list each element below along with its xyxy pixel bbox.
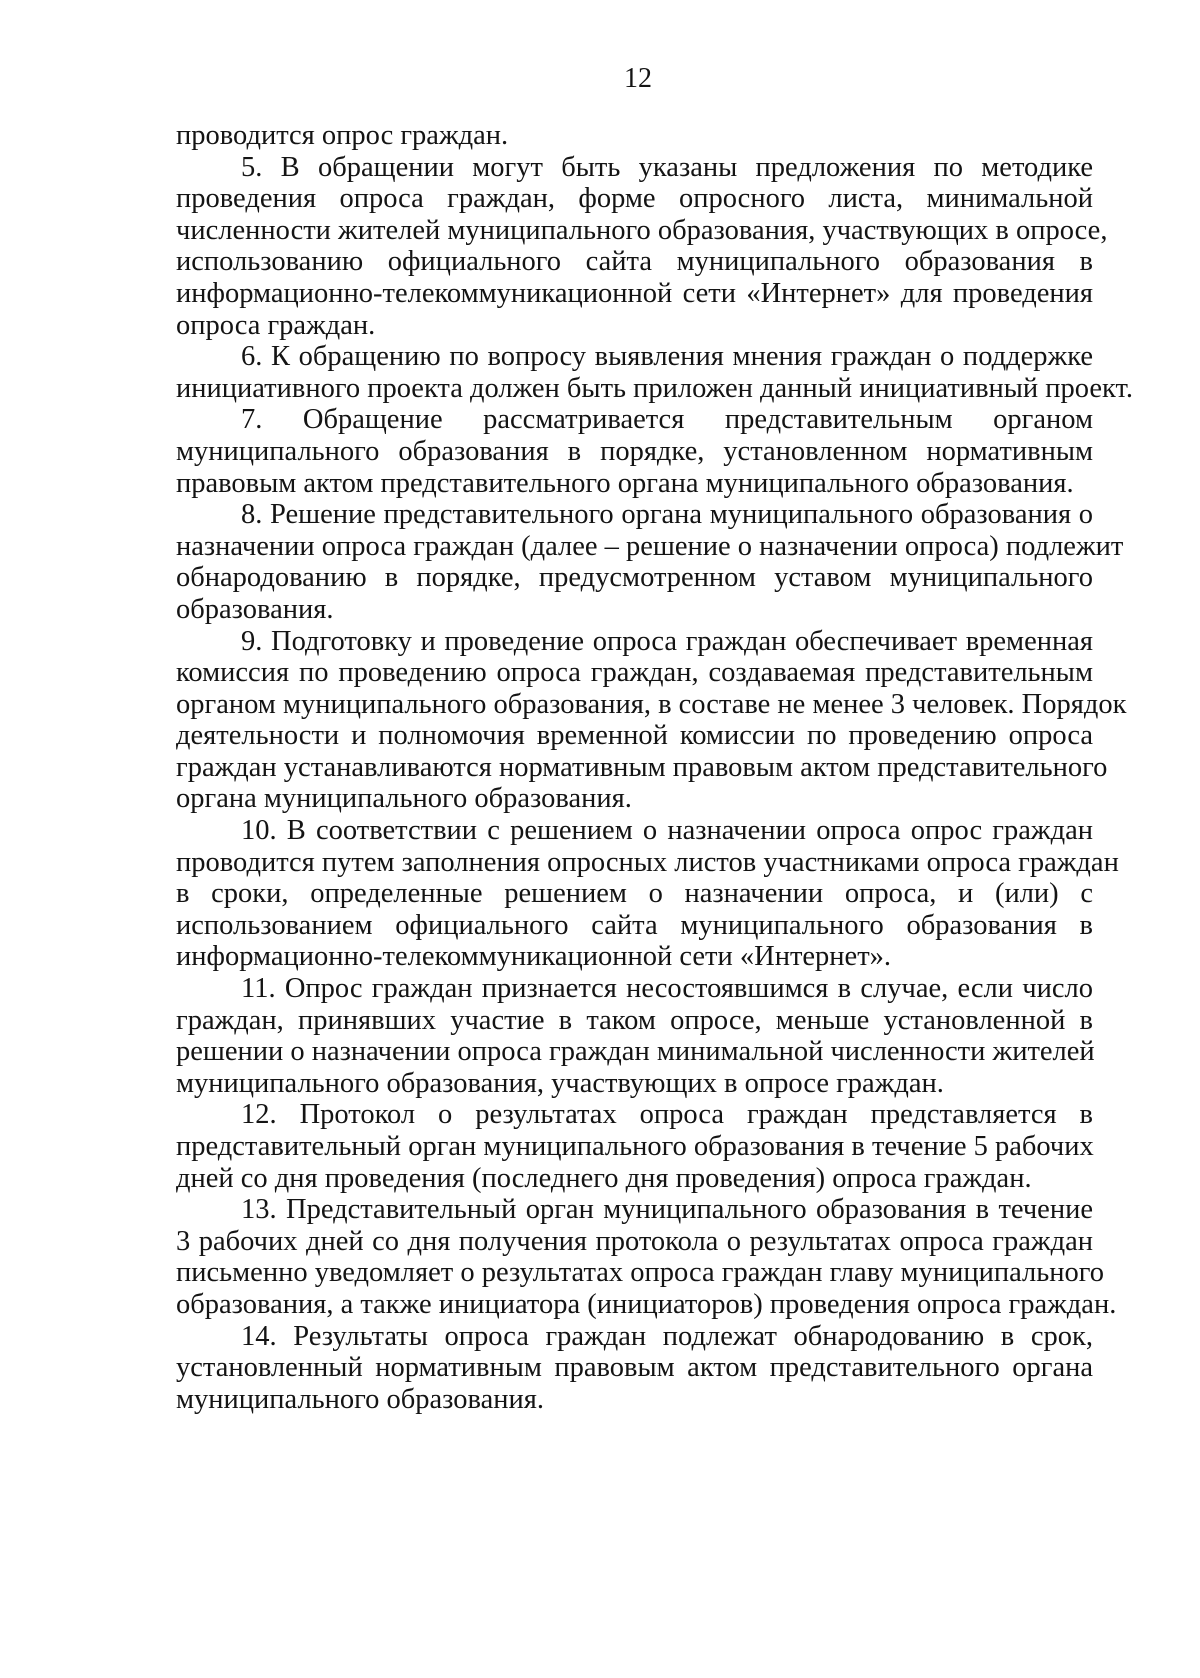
text-line: 11. Опрос граждан признается несостоявшимся в случае, если число [241, 973, 1093, 1005]
text-line: проведения опроса граждан, форме опросного листа, минимальной [176, 183, 1093, 215]
text-line: граждан, принявших участие в таком опросе, меньше установленной в [176, 1004, 1093, 1036]
text-line: образования, а также инициатора (инициаторов) проведения опроса граждан. [176, 1288, 1117, 1320]
text-line: органом муниципального образования, в составе не менее 3 человек. Порядок [176, 688, 1127, 720]
text-line: органа муниципального образования. [176, 783, 632, 815]
text-line: установленный нормативным правовым актом представительного органа [176, 1352, 1093, 1384]
text-line: 12. Протокол о результатах опроса граждан представляется в [241, 1099, 1093, 1131]
text-line: проводится опрос граждан. [176, 120, 509, 151]
page-number: 12 [624, 63, 652, 94]
text-line: в сроки, определенные решением о назначении опроса, и (или) с [176, 878, 1093, 910]
text-line: дней со дня проведения (последнего дня проведения) опроса граждан. [176, 1162, 1032, 1194]
text-line: 6. К обращению по вопросу выявления мнения граждан о поддержке [241, 341, 1093, 373]
text-line: представительный орган муниципального образования в течение 5 рабочих [176, 1131, 1094, 1162]
text-line: правовым актом представительного органа муниципального образования. [176, 467, 1074, 499]
text-line: обнародованию в порядке, предусмотренном уставом муниципального [176, 562, 1093, 594]
document-body [176, 120, 1133, 1415]
text-line: назначении опроса граждан (далее – решение о назначении опроса) подлежит [176, 530, 1124, 562]
text-line: письменно уведомляет о результатах опроса граждан главу муниципального [176, 1257, 1104, 1289]
text-line: муниципального образования в порядке, установленном нормативным [176, 435, 1093, 467]
text-line: численности жителей муниципального образования, участвующих в опросе, [176, 214, 1108, 246]
text-line: использованием официального сайта муниципального образования в [176, 909, 1093, 941]
text-line: 13. Представительный орган муниципального образования в течение [241, 1194, 1093, 1226]
text-line: 9. Подготовку и проведение опроса граждан обеспечивает временная [241, 625, 1093, 657]
text-line: 14. Результаты опроса граждан подлежат обнародованию в срок, [241, 1320, 1093, 1352]
text-line: 5. В обращении могут быть указаны предложения по методике [241, 151, 1093, 183]
text-line: решении о назначении опроса граждан минимальной численности жителей [176, 1036, 1095, 1068]
text-line: информационно-телекоммуникационной сети «Интернет» для проведения [176, 277, 1093, 309]
text-line: 8. Решение представительного органа муниципального образования о [241, 499, 1093, 531]
text-line: 7. Обращение рассматривается представительным органом [241, 404, 1093, 436]
text-line: деятельности и полномочия временной комиссии по проведению опроса [176, 720, 1093, 752]
text-line: инициативного проекта должен быть приложен данный инициативный проект. [176, 372, 1133, 404]
text-line: 3 рабочих дней со дня получения протокола о результатах опроса граждан [176, 1225, 1093, 1257]
text-line: 10. В соответствии с решением о назначении опроса опрос граждан [241, 815, 1093, 847]
text-line: граждан устанавливаются нормативным правовым актом представительного [176, 751, 1108, 783]
text-line: использованию официального сайта муниципального образования в [176, 246, 1093, 278]
text-line: образования. [176, 593, 334, 625]
text-line: опроса граждан. [176, 309, 376, 341]
text-line: проводится путем заполнения опросных листов участниками опроса граждан [176, 846, 1119, 878]
text-line: комиссия по проведению опроса граждан, создаваемая представительным [176, 657, 1093, 689]
text-line: муниципального образования, участвующих в опросе граждан. [176, 1067, 944, 1099]
text-line: муниципального образования. [176, 1383, 544, 1415]
text-line: информационно-телекоммуникационной сети «Интернет». [176, 941, 892, 973]
